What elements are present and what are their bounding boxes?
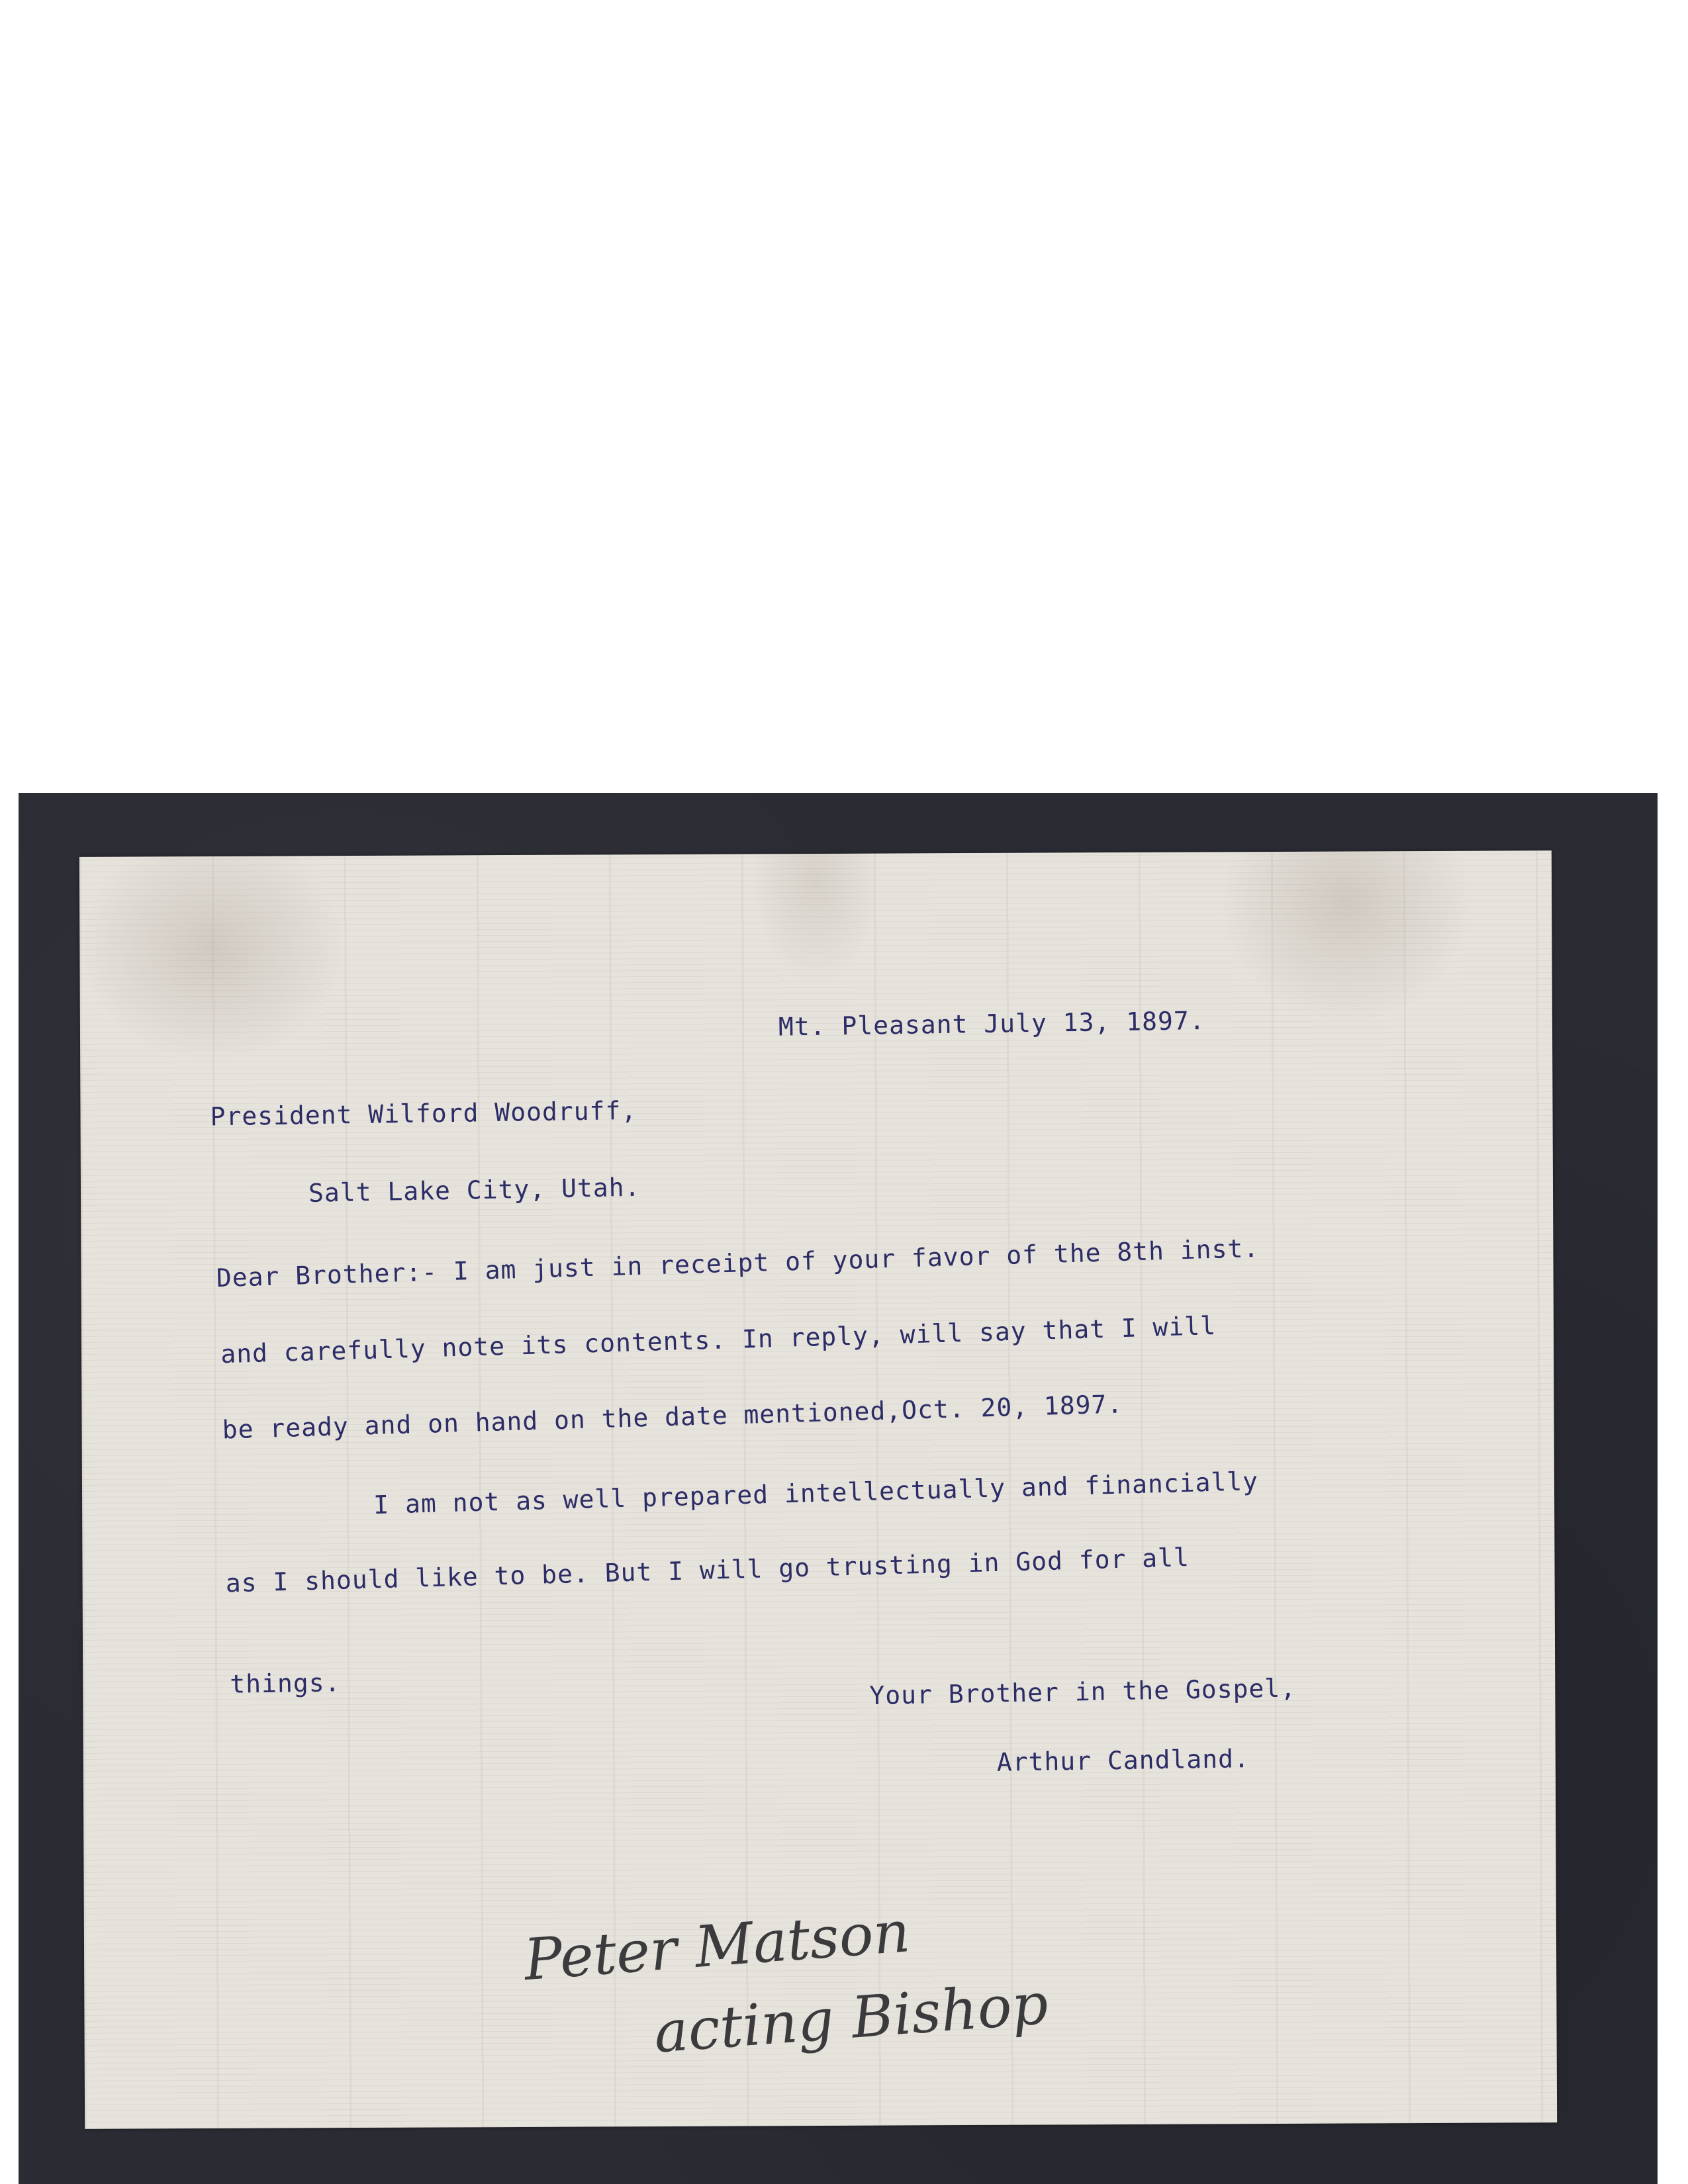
letter-body-line-2: and carefully note its contents. In reply, will say that I will	[220, 1311, 1217, 1369]
letter-body-line-6: things.	[229, 1668, 341, 1699]
letter-recipient-name: President Wilford Woodruff,	[210, 1095, 637, 1132]
letter-closing: Your Brother in the Gospel,	[868, 1673, 1297, 1711]
handwritten-signature-title: acting Bishop	[651, 1970, 1051, 2066]
letter-recipient-address: Salt Lake City, Utah.	[308, 1172, 641, 1208]
handwritten-signature-name: Peter Matson	[522, 1899, 912, 1994]
letter-body-line-1: Dear Brother:- I am just in receipt of your favor of the 8th inst.	[216, 1233, 1260, 1293]
letter-body-line-3: be ready and on hand on the date mentioned,Oct. 20, 1897.	[222, 1389, 1123, 1445]
letter-body-line-5: as I should like to be. But I will go trusting in God for all	[225, 1543, 1190, 1598]
letter-body-line-4: I am not as well prepared intellectually and financially	[373, 1466, 1259, 1520]
letter-place-date: Mt. Pleasant July 13, 1897.	[778, 1006, 1205, 1042]
letter-typed-signature: Arthur Candland.	[996, 1744, 1250, 1777]
letter-paper	[79, 850, 1557, 2129]
